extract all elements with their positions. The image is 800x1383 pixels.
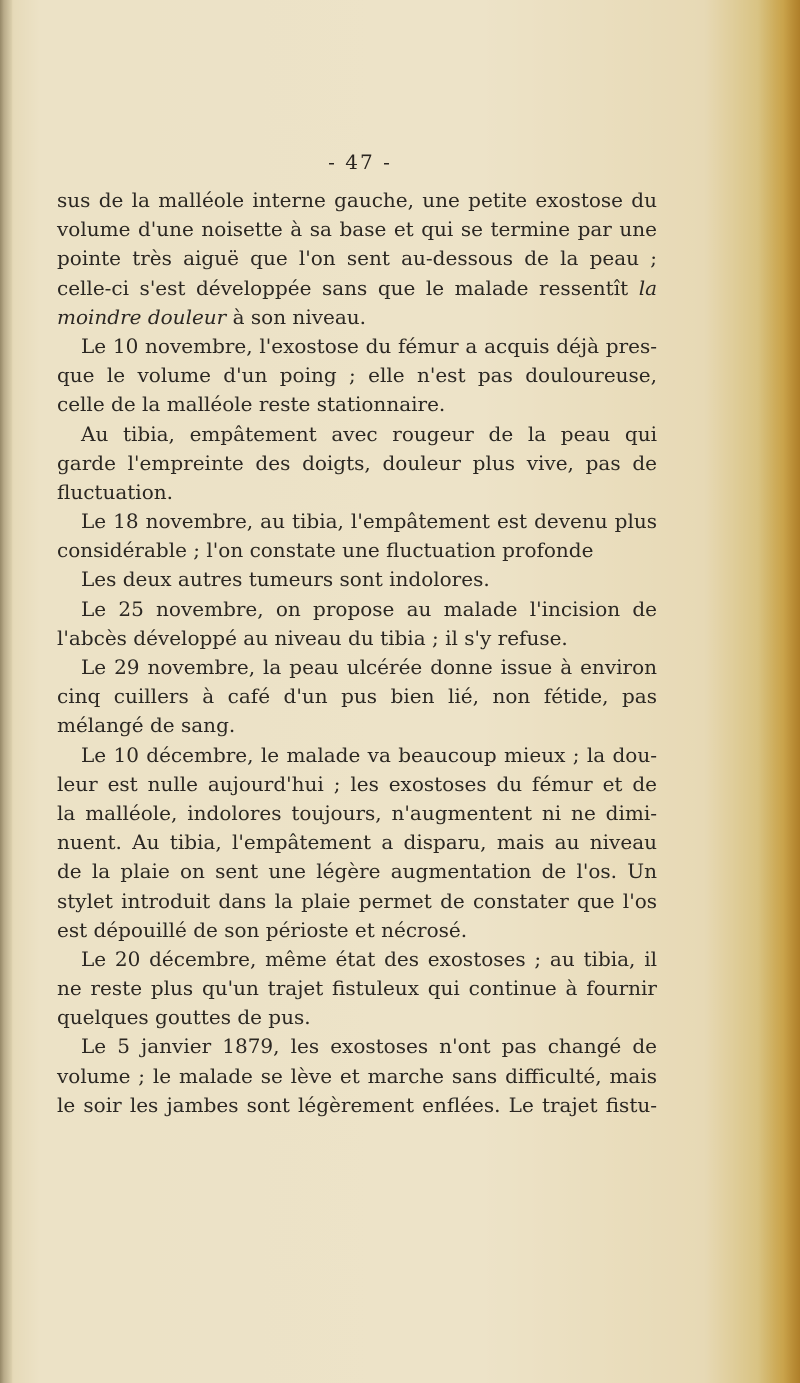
text-line: Le 5 janvier 1879, les exostoses n'ont pas changé de [81,1034,657,1059]
text-line: mélangé de sang. [57,713,236,738]
text-line: Le 20 décembre, même état des exostoses ; au tibia, il [81,946,657,971]
text-line: Le 25 novembre, on propose au malade l'incision de [81,596,657,621]
text-line: quelques gouttes de pus. [57,1005,311,1030]
text-span: celle-ci s'est développée sans que le malade ressentît [57,275,629,300]
text-line: garde l'empreinte des doigts, douleur plus vive, pas de [57,450,657,475]
text-line: volume ; le malade se lève et marche sans difficulté, mais [57,1063,657,1088]
italic-text: moindre douleur [57,304,227,329]
text-line: Le 29 novembre, la peau ulcérée donne issue à environ [81,655,657,679]
text-line: Les deux autres tumeurs sont indolores. [81,567,490,592]
text-line: pointe très aiguë que l'on sent au-dessous de la peau ; [57,246,657,271]
text-line: leur est nulle aujourd'hui ; les exostoses du fémur et de [57,771,657,796]
text-line: stylet introduit dans la plaie permet de constater que l'os [57,888,657,913]
body-text [57,186,657,1120]
page-right-edge-stain [758,0,800,1383]
text-line: l'abcès développé au niveau du tibia ; il s'y refuse. [57,625,568,650]
text-line: le soir les jambes sont légèrement enflées. Le trajet fistu- [57,1092,657,1117]
page-left-edge-shadow [0,0,12,1383]
text-line: de la plaie on sent une légère augmentation de l'os. Un [57,859,657,884]
text-line: sus de la malléole interne gauche, une petite exostose du [57,188,657,212]
text-line: la malléole, indolores toujours, n'augmentent ni ne dimi- [57,800,657,825]
text-line: que le volume d'un poing ; elle n'est pas douloureuse, [57,363,657,388]
text-line: celle de la malléole reste stationnaire. [57,392,446,417]
text-line: cinq cuillers à café d'un pus bien lié, non fétide, pas [57,684,657,709]
italic-text: la [638,275,658,300]
text-line [57,303,657,332]
text-line: volume d'une noisette à sa base et qui se termine par une [57,217,657,242]
text-line [57,274,657,303]
text-span: à son niveau. [232,304,367,329]
text-line: ne reste plus qu'un trajet fistuleux qui continue à fournir [57,976,657,1001]
text-line: Le 10 décembre, le malade va beaucoup mieux ; la dou- [81,742,657,767]
page-number: - 47 - [328,150,392,174]
text-line: Au tibia, empâtement avec rougeur de la peau qui [81,421,657,446]
text-line: nuent. Au tibia, l'empâtement a disparu, mais au niveau [57,830,657,855]
text-line: Le 10 novembre, l'exostose du fémur a acquis déjà pres- [81,333,657,358]
text-line: considérable ; l'on constate une fluctuation profonde [57,538,594,563]
text-line: Le 18 novembre, au tibia, l'empâtement est devenu plus [81,509,657,534]
text-line: fluctuation. [57,479,173,504]
text-line: est dépouillé de son périoste et nécrosé. [57,917,468,942]
